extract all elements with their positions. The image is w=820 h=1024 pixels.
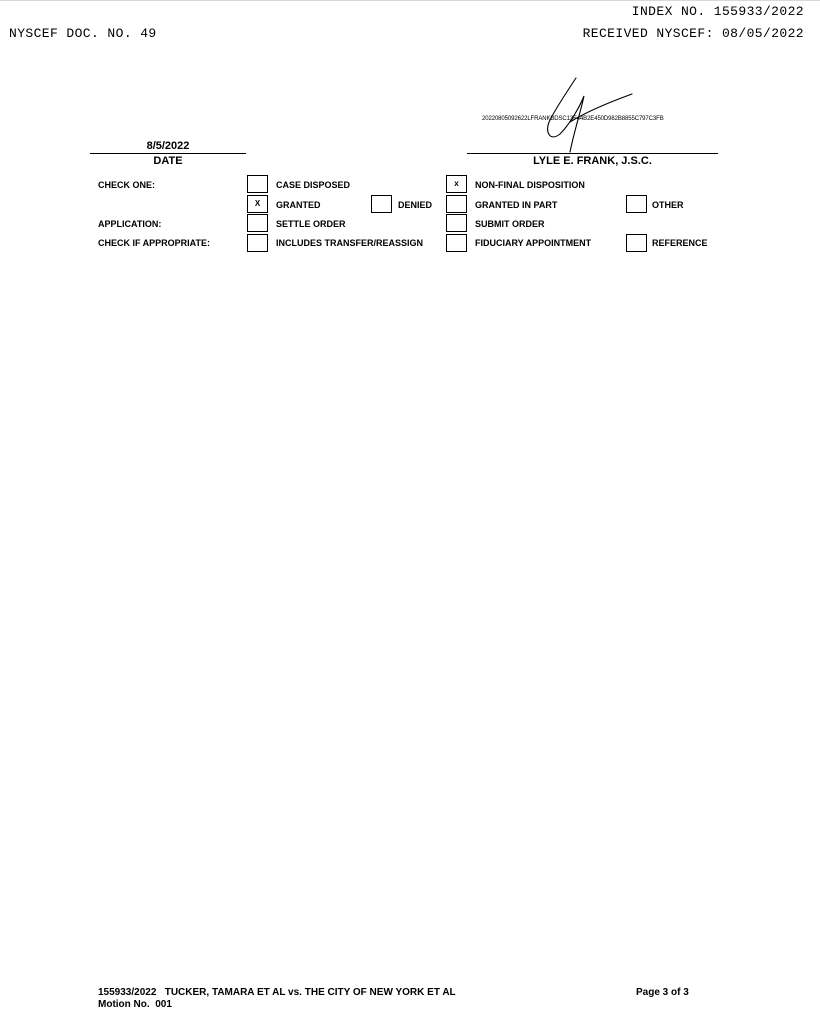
denied-checkbox[interactable] [371, 195, 392, 213]
other-checkbox[interactable] [626, 195, 647, 213]
date-label: DATE [153, 155, 183, 167]
case-disposed-label: CASE DISPOSED [276, 180, 351, 190]
check-if-appropriate-label: CHECK IF APPROPRIATE: [98, 238, 211, 248]
received-date: RECEIVED NYSCEF: 08/05/2022 [582, 26, 804, 41]
settle-order-label: SETTLE ORDER [276, 219, 346, 229]
granted-in-part-label: GRANTED IN PART [475, 200, 558, 210]
judge-name: LYLE E. FRANK, J.S.C. [533, 155, 652, 167]
reference-checkbox[interactable] [626, 234, 647, 252]
application-label: APPLICATION: [98, 219, 162, 229]
check-one-label: CHECK ONE: [98, 180, 156, 190]
index-number: INDEX NO. 155933/2022 [631, 4, 804, 19]
footer-motion-number: Motion No. 001 [98, 999, 172, 1010]
other-label: OTHER [652, 200, 684, 210]
top-border [0, 0, 820, 1]
granted-checkbox[interactable]: X [247, 195, 268, 213]
case-disposed-checkbox[interactable] [247, 175, 268, 193]
signature-date: 8/5/2022 [146, 140, 190, 152]
denied-label: DENIED [398, 200, 433, 210]
reference-label: REFERENCE [652, 238, 708, 248]
settle-order-checkbox[interactable] [247, 214, 268, 232]
includes-transfer-label: INCLUDES TRANSFER/REASSIGN [276, 238, 424, 248]
granted-label: GRANTED [276, 200, 321, 210]
date-underline [90, 153, 246, 154]
granted-in-part-checkbox[interactable] [446, 195, 467, 213]
judge-underline [467, 153, 718, 154]
nyscef-doc-number: NYSCEF DOC. NO. 49 [9, 26, 157, 41]
fiduciary-appointment-checkbox[interactable] [446, 234, 467, 252]
footer-case-caption: 155933/2022 TUCKER, TAMARA ET AL vs. THE CITY OF NEW YORK ET AL [98, 987, 456, 998]
footer-page-number: Page 3 of 3 [636, 987, 689, 998]
non-final-disposition-checkbox[interactable]: x [446, 175, 467, 193]
submit-order-checkbox[interactable] [446, 214, 467, 232]
includes-transfer-checkbox[interactable] [247, 234, 268, 252]
fiduciary-appointment-label: FIDUCIARY APPOINTMENT [475, 238, 592, 248]
submit-order-label: SUBMIT ORDER [475, 219, 545, 229]
signature-hash: 20220805092622LFRANKBDSC13F44B2E450D982B8855C797C3FB [482, 116, 664, 122]
non-final-disposition-label: NON-FINAL DISPOSITION [475, 180, 585, 190]
